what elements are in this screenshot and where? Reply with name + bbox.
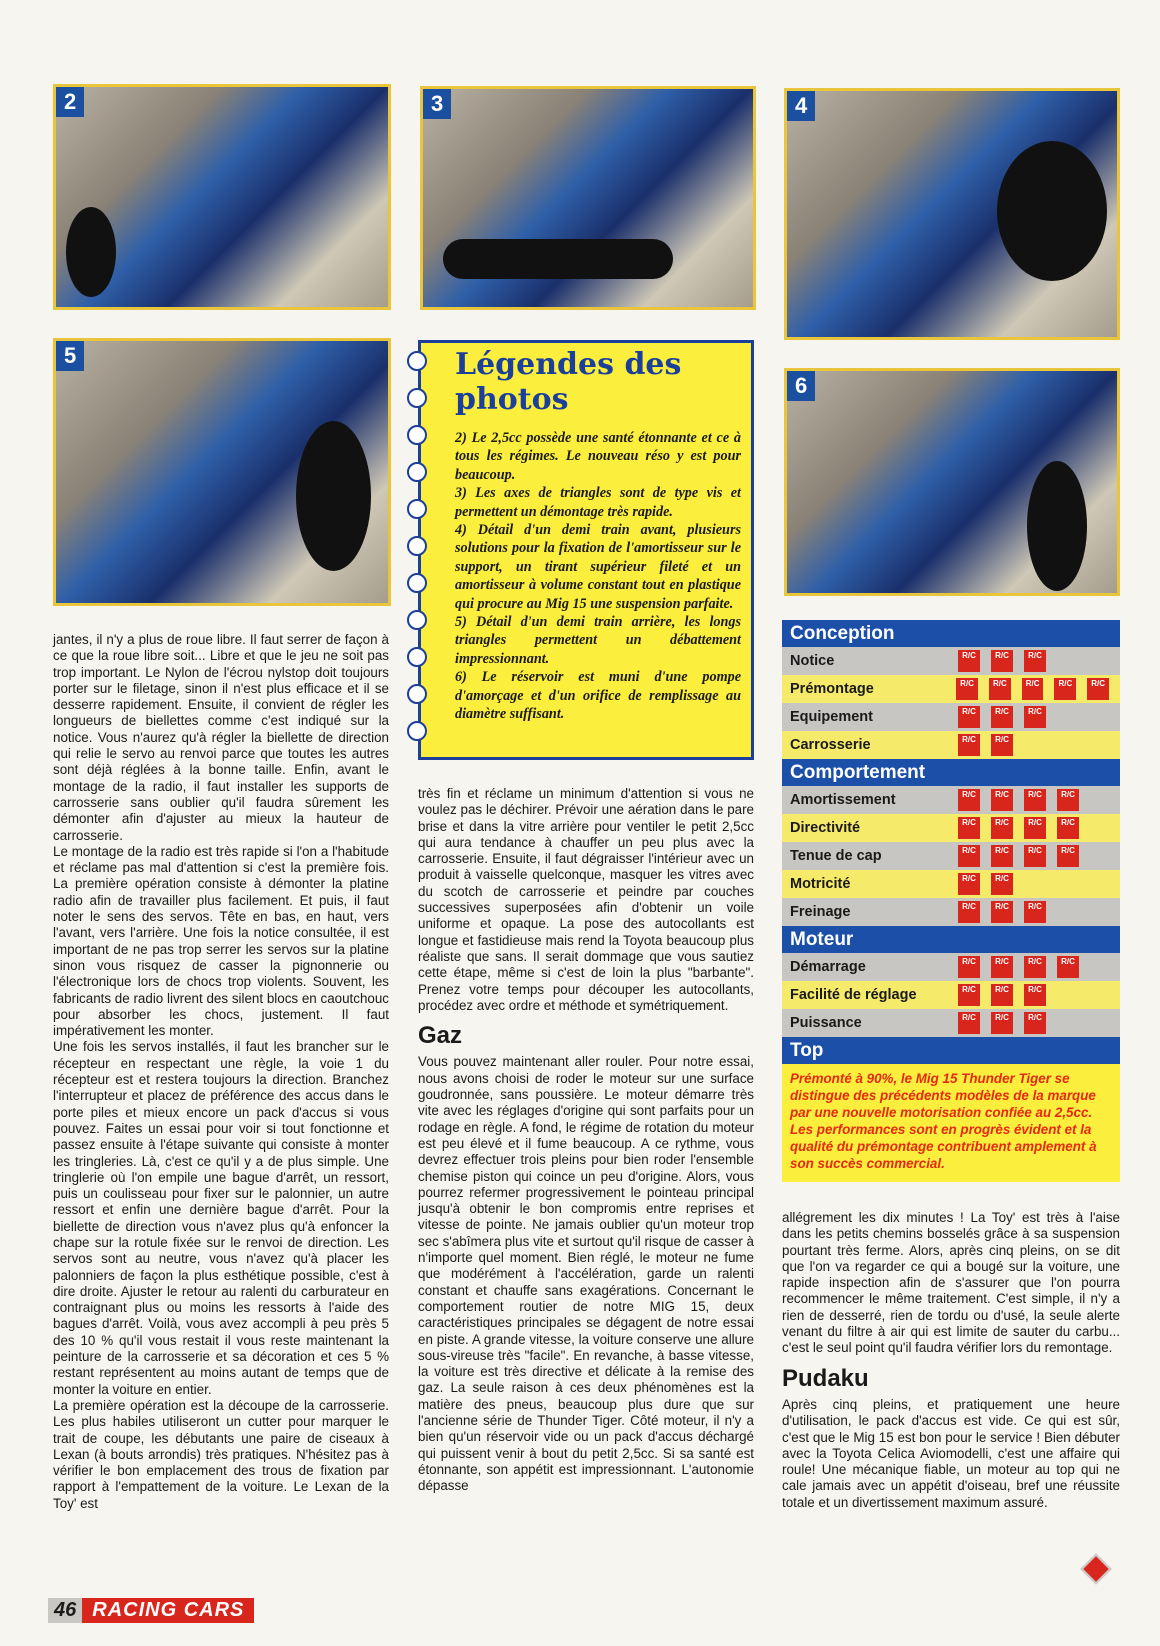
rc-rating-icon: R/C	[1057, 956, 1079, 978]
rating-row	[782, 814, 1120, 842]
rc-rating-icon: R/C	[991, 650, 1013, 672]
rc-rating-icon: R/C	[991, 984, 1013, 1006]
paragraph: Le montage de la radio est très rapide si l'on a l'habitude et réclame pas mal d'attention si c'est la première fois. La première opération consiste à démonter la platine radio afin de travailler plus facilement. Et puis, il faut noter le sens des servos. Tête en bas, en haut, vers l'avant, vers l'arrière. Une fois la notice consultée, il est important de ne pas trop serrer les servos sur la platine sinon vous risquez de casser la pignonnerie ou l'électronique lors de chocs trop violents. Souvent, les fabricants de radio livrent des silent blocs en caoutchouc pour absorber les chocs, justement. Il faut impérativement les monter.	[53, 843, 389, 1039]
rc-rating-icon: R/C	[991, 1012, 1013, 1034]
rating-row	[782, 1009, 1120, 1037]
paragraph: Vous pouvez maintenant aller rouler. Pour notre essai, nous avons choisi de roder le moteur sur une surface goudronnée, sans poussière. Le moteur démarre très vite avec les réglages d'origine qui sont parfaits pour un rodage en règle. A fond, le régime de rotation du moteur est peu élevé et il fume beaucoup. A ce rythme, vous devrez effectuer trois pleins pour bien roder l'ensemble chemise piston qui coince un peu d'origine. Alors, vous pourrez refermer progressivement le pointeau principal jusqu'à obtenir le bon compromis entre reprises et vitesse de pointe. Ne jamais oublier qu'un moteur trop sec s'abîmera plus vite et surtout qu'il risque de casser à n'importe quel moment. Bien réglé, le moteur ne fume que modérément à l'accélération, garde un ralenti constant et chauffe sans exagérations. Concernant le comportement routier de notre MIG 15, deux caractéristiques principales se dégagent de notre essai en piste. A grande vitesse, la voiture conserve une allure sous-vireuse très "facile". En revanche, à basse vitesse, la voiture est très directive et délicate à la remise des gaz. La seule raison à ces deux phénomènes est la matière des pneus, beaucoup plus dure que sur l'ancienne série de Thunder Tiger. Côté moteur, il n'y a bien qu'un réservoir vide ou un pack d'accus déchargé qui puissent venir à bout du petit 2,5cc. Si sa santé est étonnante, son appétit est impressionnant. L'autonomie dépasse	[418, 1054, 754, 1494]
rc-rating-icon: R/C	[991, 817, 1013, 839]
rating-label: Equipement	[790, 709, 873, 725]
rc-rating-icon: R/C	[991, 845, 1013, 867]
rating-row	[782, 703, 1120, 731]
rating-row	[782, 731, 1120, 759]
rc-rating-icon: R/C	[1024, 650, 1046, 672]
paragraph: jantes, il n'y a plus de roue libre. Il faut serrer de façon à ce que la roue libre soit... Libre et que le jeu ne soit pas trop important. Le Nylon de l'écrou nylstop doit toujours porter sur le filetage, sinon il n'est plus efficace et il se desserre rapidement. Ensuite, il convient de régler les longueurs de biellettes comme c'est indiqué sur la notice. Vous n'aurez qu'à régler la biellette de direction qui relie le servo au renvoi parce que toutes les autres sont déjà réglées à la bonne taille. Enfin, avant le montage de la radio, il faut installer les supports de carrosserie sans oublier qu'il faudra sûrement les démonter afin d'ajuster au mieux la hauteur de carrosserie.	[53, 632, 389, 843]
rc-rating-icon: R/C	[1057, 817, 1079, 839]
top-summary: Prémonté à 90%, le Mig 15 Thunder Tiger se distingue des précédents modèles de la marque par une nouvelle motorisation confiée au 2,5cc. Les performances sont en progrès évident et la qualité du prémontage contribuent amplement à son succès commercial.	[782, 1064, 1120, 1182]
paragraph: très fin et réclame un minimum d'attention si vous ne voulez pas le déchirer. Prévoir une aération dans le pare brise et dans la vitre arrière pour ventiler le petit 2,5cc qui aura tendance à chauffer un peu plus avec la carrosserie. Ensuite, il faut dégraisser l'intérieur avec un produit à vaisselle quelconque, masquer les vitres avec du scotch de carrosserie et peindre par couches successives superposées afin d'obtenir un voile uniforme et opaque. La pose des autocollants est longue et fastidieuse mais rend la Toyota beaucoup plus réaliste que sans. Il serait dommage que vous sautiez cette étape, même si c'est de loin la plus "barbante". Prenez votre temps pour découper les autocollants, procédez avec ordre et méthode et symétriquement.	[418, 786, 754, 1013]
rc-rating-icon: R/C	[1057, 845, 1079, 867]
rc-rating-icon: R/C	[1024, 817, 1046, 839]
rating-label: Notice	[790, 653, 835, 669]
photo-5: 5	[53, 338, 391, 606]
rc-rating-icon: R/C	[1024, 901, 1046, 923]
photo-legend-box	[418, 340, 754, 760]
rc-rating-icon: R/C	[1087, 678, 1109, 700]
rating-label: Directivité	[790, 820, 861, 836]
rc-rating-icon: R/C	[989, 678, 1011, 700]
rating-section-header: Conception	[782, 620, 1120, 647]
rc-rating-icon: R/C	[956, 678, 978, 700]
rc-rating-icon: R/C	[1054, 678, 1076, 700]
rating-section-header: Moteur	[782, 926, 1120, 953]
rating-row	[782, 953, 1120, 981]
paragraph: La première opération est la découpe de la carrosserie. Les plus habiles utiliseront un cutter pour marquer le trait de coupe, les débutants une paire de ciseaux à Lexan (à bouts arrondis) très pratiques. N'hésitez pas à vérifier le bon emplacement des trous de fixation par rapport à l'empattement de la voiture. Le Lexan de la Toy' est	[53, 1397, 389, 1511]
legend-item: 6) Le réservoir est muni d'une pompe d'amorçage et d'un orifice de remplissage au diamètre suffisant.	[455, 669, 741, 723]
rating-label: Facilité de réglage	[790, 987, 917, 1003]
section-heading-gaz: Gaz	[418, 1022, 463, 1050]
rc-rating-icon: R/C	[1024, 956, 1046, 978]
rating-table	[782, 620, 1120, 1182]
article-column-1	[53, 632, 389, 1512]
rc-rating-icon: R/C	[958, 706, 980, 728]
page-number: 46	[48, 1598, 82, 1623]
rc-rating-icon: R/C	[958, 817, 980, 839]
legend-item: 4) Détail d'un demi train avant, plusieurs solutions pour la fixation de l'amortisseur sur le support, un tirant supérieur fileté et un amortisseur à volume constant tout en plastique qui procure au Mig 15 une suspension parfaite.	[455, 522, 741, 612]
rc-rating-icon: R/C	[958, 873, 980, 895]
rating-label: Carrosserie	[790, 737, 871, 753]
rc-rating-icon: R/C	[991, 873, 1013, 895]
rating-label: Motricité	[790, 876, 851, 892]
rc-rating-icon: R/C	[991, 734, 1013, 756]
article-column-2	[418, 786, 754, 1494]
legend-item: 3) Les axes de triangles sont de type vis et permettent un démontage très rapide.	[455, 485, 741, 520]
rc-rating-icon: R/C	[991, 956, 1013, 978]
photo-2: 2	[53, 84, 391, 310]
rating-row	[782, 898, 1120, 926]
page-footer	[48, 1598, 254, 1623]
rating-section-header-top: Top	[782, 1037, 1120, 1064]
legend-item: 2) Le 2,5cc possède une santé étonnante et ce à tous les régimes. Le nouveau réso y est pour beaucoup.	[455, 430, 741, 483]
rc-rating-icon: R/C	[958, 956, 980, 978]
rating-label: Tenue de cap	[790, 848, 882, 864]
paragraph: Après cinq pleins, et pratiquement une heure d'utilisation, le pack d'accus est vide. Ce qui est sûr, c'est que le Mig 15 est bon pour le service ! Bien débuter avec la Toyota Celica Aviomodelli, c'est une affaire qui roule! Une mécanique fiable, un moteur au top qui ne cale jamais avec un appétit d'oiseau, bref une réussite totale et un divertissement maximum assuré.	[782, 1396, 1120, 1510]
photo-3: 3	[420, 86, 756, 310]
rc-rating-icon: R/C	[958, 984, 980, 1006]
photo-6: 6	[784, 368, 1120, 596]
rc-rating-icon: R/C	[991, 901, 1013, 923]
rating-label: Freinage	[790, 904, 851, 920]
rating-section-header: Comportement	[782, 759, 1120, 786]
rc-rating-icon: R/C	[1057, 789, 1079, 811]
rc-rating-icon: R/C	[958, 789, 980, 811]
rc-rating-icon: R/C	[958, 845, 980, 867]
rc-rating-icon: R/C	[958, 901, 980, 923]
photo-4: 4	[784, 88, 1120, 340]
rc-rating-icon: R/C	[1024, 706, 1046, 728]
rc-rating-icon: R/C	[958, 650, 980, 672]
spiral-binding-decoration	[407, 351, 431, 758]
legend-item: 5) Détail d'un demi train arrière, les longs triangles permettent un débattement impressionnant.	[455, 614, 741, 667]
rc-rating-icon: R/C	[958, 1012, 980, 1034]
legend-title: Légendes des photos	[455, 347, 682, 417]
rating-label: Prémontage	[790, 681, 874, 697]
rating-label: Démarrage	[790, 959, 866, 975]
rating-row	[782, 647, 1120, 675]
rating-row	[782, 786, 1120, 814]
rating-label: Puissance	[790, 1015, 862, 1031]
rc-rating-icon: R/C	[1022, 678, 1044, 700]
magazine-logo: RACING CARS	[82, 1598, 254, 1623]
rc-rating-icon: R/C	[1024, 845, 1046, 867]
rating-row	[782, 675, 1120, 703]
section-heading-pudaku: Pudaku	[782, 1364, 869, 1392]
rc-rating-icon: R/C	[958, 734, 980, 756]
rating-row	[782, 870, 1120, 898]
rating-row	[782, 981, 1120, 1009]
paragraph: Une fois les servos installés, il faut les brancher sur le récepteur en respectant une règle, la voie 1 du récepteur est et restera toujours la direction. Branchez l'interrupteur et placez de préférence des accus dans le porte piles et mieux encore un pack d'accus si vous pouvez. Faites un essai pour voir si tout fonctionne et passez ensuite à l'étape suivante qui consiste à monter les tringleries. Là, c'est ce qu'il y a de plus simple. Une tringlerie où l'on empile une bague d'arrêt, un ressort, puis un coulisseau pour fixer sur le palonnier, un autre ressort et enfin une dernière bague d'arrêt. Pour la biellette de direction vous n'avez plus qu'à enfoncer la chape sur la rotule fixée sur le renvoi de direction. Les servos sont au neutre, vous n'avez qu'à placer les palonniers de façon la plus esthétique possible, c'est à dire droite. Ajuster le retour au ralenti du carburateur en contraignant plus ou moins les ressorts à l'aide des bagues d'arrêt. Voilà, vous avez accompli à peu près 5 des 10 % qu'il vous restait il vous reste maintenant la peinture de la carrosserie et sa décoration et ces 5 % restant représentent au moins autant de temps que de monter la voiture en entier.	[53, 1039, 389, 1397]
rating-row	[782, 842, 1120, 870]
rc-rating-icon: R/C	[1024, 789, 1046, 811]
rc-rating-icon: R/C	[1024, 984, 1046, 1006]
rating-label: Amortissement	[790, 792, 896, 808]
end-of-article-icon	[1080, 1553, 1111, 1584]
rc-rating-icon: R/C	[991, 789, 1013, 811]
rc-rating-icon: R/C	[991, 706, 1013, 728]
paragraph: allégrement les dix minutes ! La Toy' est très à l'aise dans les petits chemins bosselés grâce à sa suspension pourtant très ferme. Alors, après cinq pleins, on se dit que l'on va regarder ce qui a bougé sur la voiture, une rapide inspection afin de s'assurer que l'on pourra recommencer le même traitement. C'est simple, il n'y a rien de desserré, rien de tordu ou d'usé, la seule alerte venant du filtre à air qui est limite de sauter du carbu... c'est le seul point qu'il faudra vérifier lors du remontage.	[782, 1210, 1120, 1356]
article-column-3	[782, 1210, 1120, 1511]
rc-rating-icon: R/C	[1024, 1012, 1046, 1034]
